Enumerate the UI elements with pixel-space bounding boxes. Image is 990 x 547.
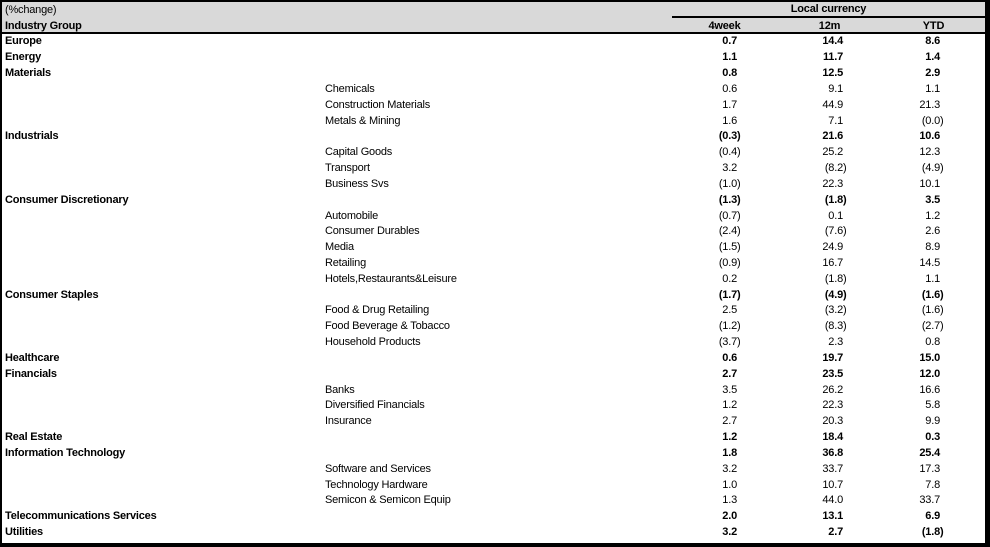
value-cell: 22.3 — [822, 177, 843, 190]
table-row — [2, 430, 985, 446]
value-cell: (1.8 ) — [824, 193, 847, 206]
value-cell: 10.6 — [919, 130, 940, 143]
row-label: Media — [325, 242, 354, 254]
column-header-4week: 4week — [708, 20, 741, 32]
row-label: Utilities — [5, 527, 43, 539]
value-cell: (1.0 ) — [718, 177, 741, 190]
value-cell: (1.8 ) — [824, 272, 847, 285]
value-cell: 16.6 — [919, 383, 940, 396]
value-cell: (0.9 ) — [718, 257, 741, 269]
value-cell: 1.1 — [925, 272, 940, 285]
value-cell: 0.7 — [722, 35, 737, 48]
row-label: Financials — [5, 368, 57, 380]
value-cell: 17.3 — [919, 462, 940, 475]
table-row — [2, 129, 985, 145]
column-header-12m: 12m — [818, 20, 841, 32]
value-cell: (1.3 ) — [718, 193, 741, 206]
row-label: Telecommunications Services — [5, 511, 157, 523]
value-cell: 1.3 — [722, 494, 737, 507]
value-cell: (1.2 ) — [718, 320, 741, 333]
value-cell: 1.0 — [722, 478, 737, 491]
row-label: Real Estate — [5, 432, 63, 444]
value-cell: 21.6 — [822, 130, 843, 143]
row-label: Consumer Discretionary — [5, 194, 129, 206]
value-cell: 3.2 — [722, 526, 737, 539]
table-row — [2, 271, 985, 287]
table-row — [2, 208, 985, 224]
row-label: Industrials — [5, 131, 59, 143]
header-row-columns — [2, 18, 985, 34]
value-cell: (1.8 ) — [921, 526, 944, 539]
value-cell: (1.7 ) — [718, 288, 741, 301]
value-cell: 3.5 — [925, 193, 940, 206]
value-cell: 9.9 — [925, 415, 940, 428]
table-row — [2, 461, 985, 477]
row-label: Construction Materials — [325, 99, 431, 111]
row-label: Business Svs — [325, 178, 389, 190]
value-cell: 2.3 — [828, 336, 843, 349]
table-row — [2, 319, 985, 335]
value-cell: 18.4 — [822, 431, 843, 444]
value-cell: 3.5 — [722, 383, 737, 396]
value-cell: 0.6 — [722, 351, 737, 364]
value-cell: 25.2 — [822, 146, 843, 159]
table-row — [2, 81, 985, 97]
value-cell: 1.1 — [722, 51, 737, 64]
row-label: Consumer Staples — [5, 289, 99, 301]
table-row — [2, 145, 985, 161]
table-row — [2, 414, 985, 430]
table-row — [2, 176, 985, 192]
table-row — [2, 224, 985, 240]
value-cell: 0.3 — [925, 431, 940, 444]
percent-change-label: (%change) — [5, 4, 57, 16]
value-cell: 12.0 — [919, 367, 940, 380]
value-cell: 22.3 — [822, 399, 843, 412]
row-label: Transport — [325, 163, 370, 175]
value-cell: (8.3 ) — [824, 320, 847, 333]
value-cell: 2.9 — [925, 67, 940, 80]
value-cell: 6.9 — [925, 510, 940, 523]
value-cell: 12.3 — [919, 146, 940, 159]
value-cell: 25.4 — [919, 446, 940, 459]
value-cell: (3.2 ) — [824, 304, 847, 317]
value-cell: (2.7 ) — [921, 320, 944, 333]
table-row — [2, 493, 985, 509]
table-row — [2, 240, 985, 256]
value-cell: 26.2 — [822, 383, 843, 396]
value-cell: 14.5 — [919, 257, 940, 269]
value-cell: 16.7 — [822, 257, 843, 269]
table-row — [2, 509, 985, 525]
value-cell: 0.1 — [828, 209, 843, 222]
row-label: Energy — [5, 52, 42, 64]
value-cell: 10.7 — [822, 478, 843, 491]
table-row — [2, 335, 985, 351]
row-label: Chemicals — [325, 83, 375, 95]
value-cell: 1.8 — [722, 446, 737, 459]
value-cell: 24.9 — [822, 241, 843, 254]
table-row — [2, 113, 985, 129]
value-cell: 3.2 — [722, 462, 737, 475]
value-cell: 2.7 — [722, 367, 737, 380]
value-cell: (4.9 ) — [921, 162, 944, 175]
value-cell: 19.7 — [822, 351, 843, 364]
table-row — [2, 398, 985, 414]
row-label: Europe — [5, 36, 42, 48]
value-cell: (7.6 ) — [824, 225, 847, 238]
row-label: Capital Goods — [325, 147, 393, 159]
industry-group-header: Industry Group — [5, 20, 82, 32]
value-cell: 1.6 — [722, 114, 737, 127]
row-label: Technology Hardware — [325, 479, 428, 491]
table-body — [2, 34, 985, 543]
table-row — [2, 525, 985, 541]
row-label: Consumer Durables — [325, 226, 420, 238]
table-row — [2, 66, 985, 82]
row-label: Food & Drug Retailing — [325, 305, 430, 317]
row-label: Household Products — [325, 337, 421, 349]
value-cell: 36.8 — [822, 446, 843, 459]
value-cell: 5.8 — [925, 399, 940, 412]
row-label: Healthcare — [5, 352, 60, 364]
row-label: Materials — [5, 68, 51, 80]
value-cell: 33.7 — [919, 494, 940, 507]
row-label: Food Beverage & Tobacco — [325, 321, 450, 333]
value-cell: (0.4 ) — [718, 146, 741, 159]
row-label: Software and Services — [325, 463, 431, 475]
value-cell: 11.7 — [822, 51, 843, 64]
table-row — [2, 97, 985, 113]
value-cell: 7.1 — [828, 114, 843, 127]
value-cell: (0.7 ) — [718, 209, 741, 222]
value-cell: (3.7 ) — [718, 336, 741, 349]
value-cell: 1.2 — [925, 209, 940, 222]
table-row — [2, 161, 985, 177]
value-cell: 8.6 — [925, 35, 940, 48]
table-row — [2, 382, 985, 398]
row-label: Diversified Financials — [325, 400, 425, 412]
row-label: Retailing — [325, 258, 367, 269]
row-label: Information Technology — [5, 447, 126, 459]
value-cell: (1.5 ) — [718, 241, 741, 254]
value-cell: 0.8 — [925, 336, 940, 349]
row-label: Insurance — [325, 416, 372, 428]
value-cell: (1.6 ) — [921, 288, 944, 301]
table-row — [2, 50, 985, 66]
value-cell: 1.1 — [925, 82, 940, 95]
table-row — [2, 303, 985, 319]
value-cell: 0.2 — [722, 272, 737, 285]
value-cell: 12.5 — [822, 67, 843, 80]
value-cell: (2.4 ) — [718, 225, 741, 238]
table-row — [2, 34, 985, 50]
table-header — [2, 2, 985, 34]
value-cell: 1.2 — [722, 431, 737, 444]
value-cell: 2.7 — [828, 526, 843, 539]
value-cell: (8.2 ) — [824, 162, 847, 175]
value-cell: 33.7 — [822, 462, 843, 475]
row-label: Hotels,Restaurants&Leisure — [325, 273, 457, 285]
value-cell: 44.9 — [822, 98, 843, 111]
table-row — [2, 351, 985, 367]
value-cell: 0.8 — [722, 67, 737, 80]
value-cell: 1.2 — [722, 399, 737, 412]
value-cell: 2.7 — [722, 415, 737, 428]
local-currency-spanner: Local currency — [672, 2, 985, 18]
value-cell: 9.1 — [828, 82, 843, 95]
value-cell: (1.6 ) — [921, 304, 944, 317]
value-cell: (0.3 ) — [718, 130, 741, 143]
value-cell: 1.7 — [722, 98, 737, 111]
value-cell: 21.3 — [919, 98, 940, 111]
value-cell: 23.5 — [822, 367, 843, 380]
table-row — [2, 366, 985, 382]
value-cell: 44.0 — [822, 494, 843, 507]
table-row — [2, 192, 985, 208]
value-cell: 2.5 — [722, 304, 737, 317]
value-cell: 15.0 — [919, 351, 940, 364]
table-row — [2, 477, 985, 493]
row-label: Banks — [325, 384, 355, 396]
value-cell: 13.1 — [822, 510, 843, 523]
value-cell: (0.0 ) — [921, 114, 944, 127]
row-label: Metals & Mining — [325, 115, 401, 127]
column-header-ytd: YTD — [922, 20, 945, 32]
value-cell: 20.3 — [822, 415, 843, 428]
table-row — [2, 287, 985, 303]
value-cell: 0.6 — [722, 82, 737, 95]
value-cell: 1.4 — [925, 51, 940, 64]
value-cell: 14.4 — [822, 35, 843, 48]
value-cell: 3.2 — [722, 162, 737, 175]
value-cell: 8.9 — [925, 241, 940, 254]
value-cell: 2.0 — [722, 510, 737, 523]
value-cell: 2.6 — [925, 225, 940, 238]
value-cell: 10.1 — [919, 177, 940, 190]
table-row — [2, 256, 985, 272]
row-label: Automobile — [325, 210, 379, 222]
value-cell: 7.8 — [925, 478, 940, 491]
value-cell: (4.9 ) — [824, 288, 847, 301]
row-label: Semicon & Semicon Equip — [325, 495, 451, 507]
table-row — [2, 446, 985, 462]
